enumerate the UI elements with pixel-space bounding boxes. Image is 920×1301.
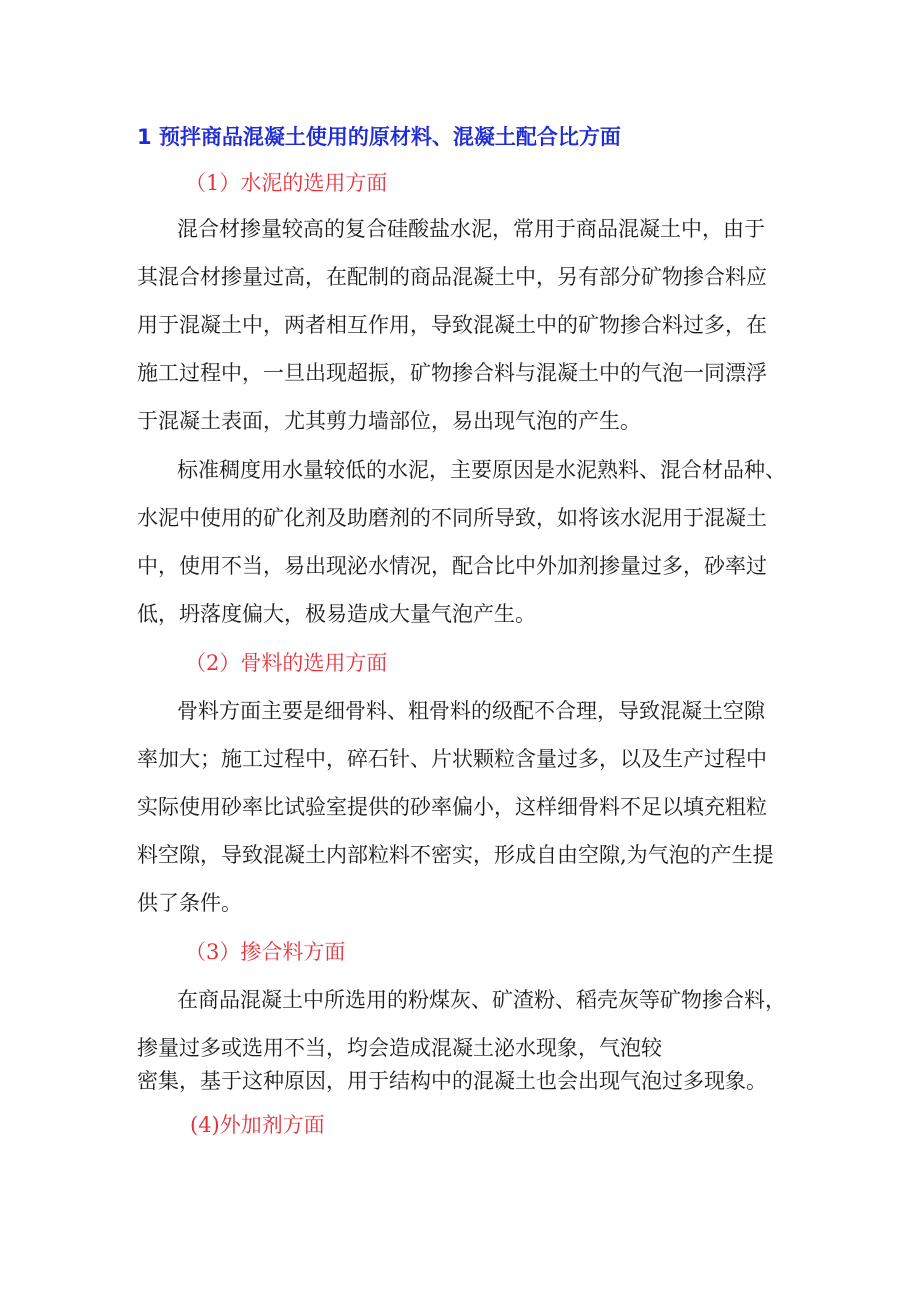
paragraph-line: 供了条件。 xyxy=(137,891,242,915)
paragraph-line: 水泥中使用的矿化剂及助磨剂的不同所导致，如将该水泥用于混凝土 xyxy=(137,506,767,530)
main-heading: 1 预拌商品混凝土使用的原材料、混凝土配合比方面 xyxy=(137,125,621,149)
paragraph-line: 于混凝土表面，尤其剪力墙部位，易出现气泡的产生。 xyxy=(137,409,641,433)
paragraph-line: 标准稠度用水量较低的水泥，主要原因是水泥熟料、混合材品种、 xyxy=(177,458,786,482)
paragraph-line: 率加大；施工过程中，碎石针、片状颗粒含量过多，以及生产过程中 xyxy=(137,747,767,771)
section-1-title: （1）水泥的选用方面 xyxy=(185,171,388,195)
paragraph-line: 实际使用砂率比试验室提供的砂率偏小，这样细骨料不足以填充粗粒 xyxy=(137,795,767,819)
paragraph-line: 密集，基于这种原因，用于结构中的混凝土也会出现气泡过多现象。 xyxy=(137,1069,767,1093)
paragraph-line: 混合材掺量较高的复合硅酸盐水泥，常用于商品混凝土中，由于 xyxy=(177,217,765,241)
paragraph-line: 骨料方面主要是细骨料、粗骨料的级配不合理，导致混凝土空隙 xyxy=(177,699,765,723)
paragraph-line: 料空隙，导致混凝土内部粒料不密实，形成自由空隙,为气泡的产生提 xyxy=(137,843,774,867)
paragraph-line: 掺量过多或选用不当，均会造成混凝土泌水现象，气泡较 xyxy=(137,1036,662,1060)
paragraph-line: 施工过程中，一旦出现超振，矿物掺合料与混凝土中的气泡一同漂浮 xyxy=(137,361,767,385)
paragraph-line: 在商品混凝土中所选用的粉煤灰、矿渣粉、稻壳灰等矿物掺合料， xyxy=(177,988,786,1012)
section-4-title: (4)外加剂方面 xyxy=(190,1113,325,1137)
paragraph-line: 中，使用不当，易出现泌水情况，配合比中外加剂掺量过多，砂率过 xyxy=(137,554,767,578)
paragraph-line: 其混合材掺量过高，在配制的商品混凝土中，另有部分矿物掺合料应 xyxy=(137,265,767,289)
paragraph-line: 低，坍落度偏大，极易造成大量气泡产生。 xyxy=(137,602,536,626)
section-2-title: （2）骨料的选用方面 xyxy=(185,651,388,675)
paragraph-line: 用于混凝土中，两者相互作用，导致混凝土中的矿物掺合料过多，在 xyxy=(137,313,767,337)
section-3-title: （3）掺合料方面 xyxy=(185,940,346,964)
